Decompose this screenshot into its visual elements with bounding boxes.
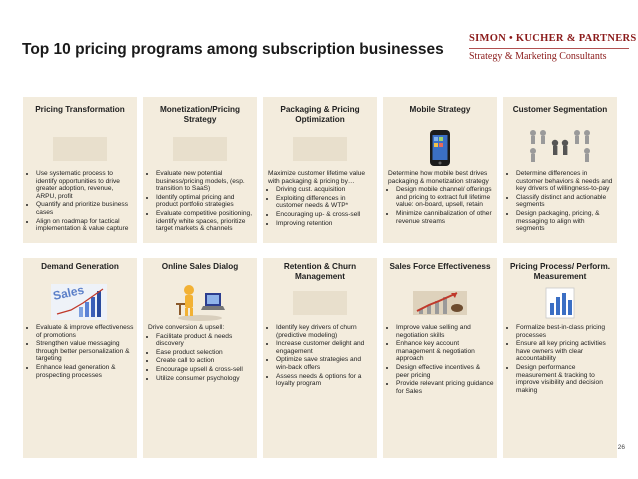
logo-tagline: Strategy & Marketing Consultants (469, 51, 607, 62)
card-title: Retention & Churn Management (283, 262, 357, 281)
bullet-list (28, 170, 134, 233)
bullet-item: • Align on roadmap for tactical implementation & value capture (36, 218, 134, 233)
program-card-pricing-transformation (23, 97, 137, 243)
bullet-item: • Enhance key account management & negotiation approach (396, 340, 494, 363)
bullet-item: • Design packaging, pricing, & messaging to align with segments (516, 210, 614, 233)
page-title: Top 10 pricing programs among subscription businesses (22, 41, 444, 58)
segmentation-image (503, 125, 617, 167)
smartphone-icon (383, 127, 497, 169)
bullet-item: • Minimize cannibalization of other revenue streams (396, 210, 494, 225)
card-body (268, 170, 374, 228)
bullet-item: • Enhance lead generation & prospecting processes (36, 364, 134, 379)
company-logo (469, 33, 637, 67)
packaging-image (263, 127, 377, 169)
program-card-customer-segmentation (503, 97, 617, 243)
bullet-item: • Evaluate & improve effectiveness of promotions (36, 324, 134, 339)
bullet-list (28, 324, 134, 379)
bullet-item: • Provide relevant pricing guidance for Sales (396, 380, 494, 395)
bullet-list (388, 186, 494, 225)
card-title: Online Sales Dialog (161, 262, 239, 271)
bullet-list (148, 170, 254, 233)
card-body (508, 324, 614, 395)
card-intro: Maximize customer lifetime value with packaging & pricing by… (268, 170, 366, 185)
program-card-retention-churn (263, 258, 377, 458)
sales-image (23, 281, 137, 323)
bullet-item: • Ensure all key pricing activities have owners with clear accountability (516, 340, 614, 363)
bullet-list (508, 170, 614, 233)
page-number: 26 (617, 444, 625, 451)
bullet-item: • Improving retention (276, 220, 374, 228)
bullet-item: • Design performance measurement & tracking to improve visibility and decision making (516, 364, 614, 394)
bullet-item: • Design mobile channel/ offerings and pricing to extract full lifetime value: on-board, upsell, retain (396, 186, 494, 209)
card-body (508, 170, 614, 234)
program-card-packaging (263, 97, 377, 243)
card-title: Sales Force Effectiveness (389, 262, 491, 271)
pricing-image (23, 127, 137, 169)
program-card-monetization (143, 97, 257, 243)
logo-divider (469, 48, 629, 49)
bullet-list (148, 333, 254, 383)
card-body (148, 170, 254, 234)
bullet-list (508, 324, 614, 394)
monetization-image (143, 127, 257, 169)
card-title: Demand Generation (41, 262, 119, 271)
card-title: Customer Segmentation (512, 105, 608, 114)
program-card-pricing-process (503, 258, 617, 458)
bullet-item: • Strengthen value messaging through better personalization & targeting (36, 340, 134, 363)
bullet-item: • Evaluate competitive positioning, identify white spaces, prioritize target markets & channels (156, 210, 254, 233)
sales-force-image (383, 283, 497, 325)
card-title: Monetization/Pricing Strategy (159, 105, 241, 124)
card-body (28, 324, 134, 380)
program-card-demand-generation (23, 258, 137, 458)
card-title: Packaging & Pricing Optimization (280, 105, 360, 124)
bullet-item: • Encourage upsell & cross-sell (156, 366, 254, 374)
bullet-item: • Exploiting differences in customer needs & WTP* (276, 195, 374, 210)
svg-text:Sales: Sales (51, 282, 86, 303)
bullet-item: • Design effective incentives & peer pricing (396, 364, 494, 379)
bullet-list (388, 324, 494, 395)
bullet-item: • Use systematic process to identify opportunities to drive greater adoption, revenue, ARPU, profit (36, 170, 134, 200)
online-sales-image (143, 281, 257, 323)
card-body (268, 324, 374, 389)
bar-chart-icon (503, 283, 617, 325)
program-card-sales-force (383, 258, 497, 458)
bullet-item: • Classify distinct and actionable segments (516, 194, 614, 209)
bullet-item: • Ease product selection (156, 349, 254, 357)
bullet-item: • Facilitate product & needs discovery (156, 333, 254, 348)
bullet-item: • Quantify and prioritize business cases (36, 201, 134, 216)
bullet-item: • Utilize consumer psychology (156, 375, 254, 383)
programs-grid (23, 97, 623, 462)
card-title: Mobile Strategy (409, 105, 471, 114)
bullet-item: • Improve value selling and negotiation skills (396, 324, 494, 339)
card-body (388, 324, 494, 396)
card-intro: Drive conversion & upsell: (148, 324, 225, 331)
bullet-list (268, 324, 374, 388)
card-title: Pricing Transformation (35, 105, 125, 114)
logo-name: SIMON • KUCHER & PARTNERS (469, 33, 637, 44)
retention-image (263, 283, 377, 325)
bullet-list (268, 186, 374, 227)
bullet-item: • Assess needs & options for a loyalty program (276, 373, 374, 388)
bullet-item: • Formalize best-in-class pricing processes (516, 324, 614, 339)
program-card-online-sales-dialog (143, 258, 257, 458)
bullet-item: • Optimize save strategies and win-back offers (276, 356, 374, 371)
card-body (148, 324, 254, 383)
bullet-item: • Determine differences in customer behaviors & needs and key drivers of willingness-to-pay (516, 170, 614, 193)
card-body (28, 170, 134, 234)
bullet-item: • Create call to action (156, 357, 254, 365)
program-card-mobile-strategy (383, 97, 497, 243)
bullet-item: • Increase customer delight and engagement (276, 340, 374, 355)
bullet-item: • Identify optimal pricing and product portfolio strategies (156, 194, 254, 209)
bullet-item: • Identify key drivers of churn (predictive modeling) (276, 324, 374, 339)
bullet-item: • Driving cust. acquisition (276, 186, 374, 194)
card-intro: Determine how mobile best drives packaging & monetization strategy (388, 170, 489, 185)
card-body (388, 170, 494, 226)
bullet-item: • Encouraging up- & cross-sell (276, 211, 374, 219)
bullet-item: • Evaluate new potential business/pricing models, (esp. transition to SaaS) (156, 170, 254, 193)
card-title: Pricing Process/ Perform. Measurement (509, 262, 611, 281)
